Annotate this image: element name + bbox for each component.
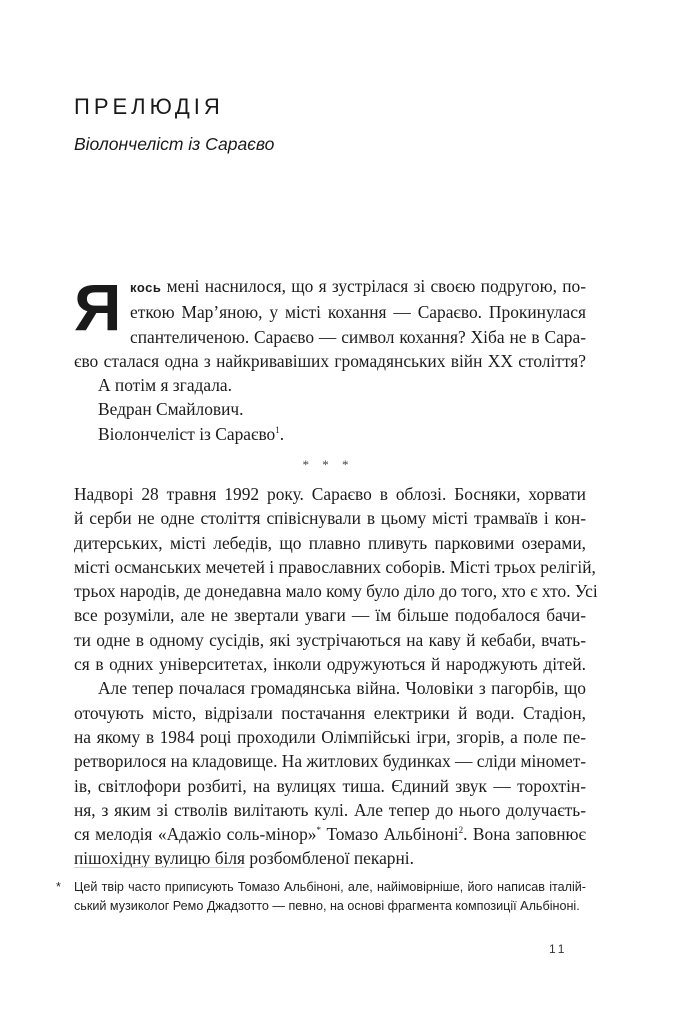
page-number: 11: [549, 942, 568, 956]
section-separator: * * *: [302, 457, 354, 472]
paragraph1-line: трьох народів, де донедавна мало кому було діло до того, хто є хто. Усі: [74, 581, 598, 602]
paragraph1-line: й серби не одне століття співіснували в цьому місті трамваїв і кон-: [74, 508, 586, 529]
footnote-line-2: ський музиколог Ремо Джадзотто — певно, на основі фрагмента композиції Альбіноні.: [74, 899, 580, 913]
paragraph1-line: ся в одних університетах, інколи одружуються й народжують дітей.: [74, 654, 586, 675]
body-text: [74, 482, 598, 871]
chapter-title: ПРЕЛЮДІЯ: [74, 94, 224, 119]
line7-part-a: ся мелодія «Адажіо соль-мінор»: [74, 824, 317, 845]
paragraph2-line: на якому в 1984 році проходили Олімпійські ігри, згорів, а поле пе-: [74, 726, 586, 747]
opening-line-1: [74, 274, 586, 300]
paragraph2-line: Але тепер почалася громадянська війна. Чоловіки з пагорбів, що: [98, 678, 586, 699]
chapter-subtitle: Віолончеліст із Сараєво: [74, 134, 275, 154]
paragraph1-line: ти одне в одному сусідів, які зустрічаються на каву й кебаби, вчать-: [74, 629, 586, 650]
paragraph2-line-7: [74, 822, 586, 846]
opening-paragraph: [74, 270, 586, 446]
opening-line-2: еткою Мар’яною, у місті кохання — Сараєво. Прокинулася: [130, 302, 586, 323]
opening-last-end: .: [279, 423, 285, 444]
footnote-divider: [74, 867, 244, 868]
paragraph1-line: все розуміли, але не звертали уваги — їм більше подобалося бачи-: [74, 605, 586, 626]
opening-line-7: [74, 422, 586, 446]
endnote-ref-1[interactable]: 1: [275, 424, 280, 435]
paragraph2-line: ретворилося на кладовище. На житлових будинках — сліди міномет-: [74, 751, 587, 772]
opening-line-5: А потім я згадала.: [98, 375, 232, 396]
opening-line-6: Ведран Смайлович.: [98, 399, 244, 420]
paragraph1-line: місті османських мечетей і православних соборів. Місті трьох релігій,: [74, 556, 596, 577]
footnote-ref-asterisk[interactable]: *: [316, 825, 321, 836]
opening-line-4: єво сталася одна з найкривавіших громадянських війн XX століття?: [74, 350, 586, 371]
footnote: [56, 878, 586, 916]
drop-cap: Я: [74, 270, 122, 344]
lead-word: кось: [130, 280, 162, 295]
opening-line-1-text: мені наснилося, що я зустрілася зі своєю подругою, по-: [161, 276, 586, 296]
paragraph2-line: оточують місто, відрізали постачання електрики й води. Стадіон,: [74, 702, 586, 723]
paragraph2-line-8: пішохідну вулицю біля розбомбленої пекарні.: [74, 848, 414, 869]
endnote-ref-2[interactable]: 2: [458, 825, 464, 836]
paragraph1-line: дитерських, місті лебедів, що плавно пливуть парковими озерами,: [74, 532, 586, 553]
footnote-marker: *: [56, 880, 61, 894]
line7-part-c: . Вона заповнює: [463, 824, 587, 845]
opening-line-3: спантеличеною. Сараєво — символ кохання? Хіба не в Сара-: [130, 326, 586, 347]
opening-last-text: Віолончеліст із Сараєво: [98, 423, 276, 444]
paragraph2-line: ня, з яким зі стволів вилітають кулі. Але тепер до нього долучаєть-: [74, 799, 586, 820]
paragraph2-line: ів, світлофори розбиті, на вулицях тиша. Єдиний звук — торохтін-: [74, 775, 586, 796]
footnote-line-1: Цей твір часто приписують Томазо Альбіноні, але, найімовірніше, його написав італій-: [74, 880, 586, 894]
line7-part-b: Томазо Альбіноні: [321, 824, 459, 845]
paragraph1-line: Надворі 28 травня 1992 року. Сараєво в облозі. Босняки, хорвати: [74, 484, 586, 504]
